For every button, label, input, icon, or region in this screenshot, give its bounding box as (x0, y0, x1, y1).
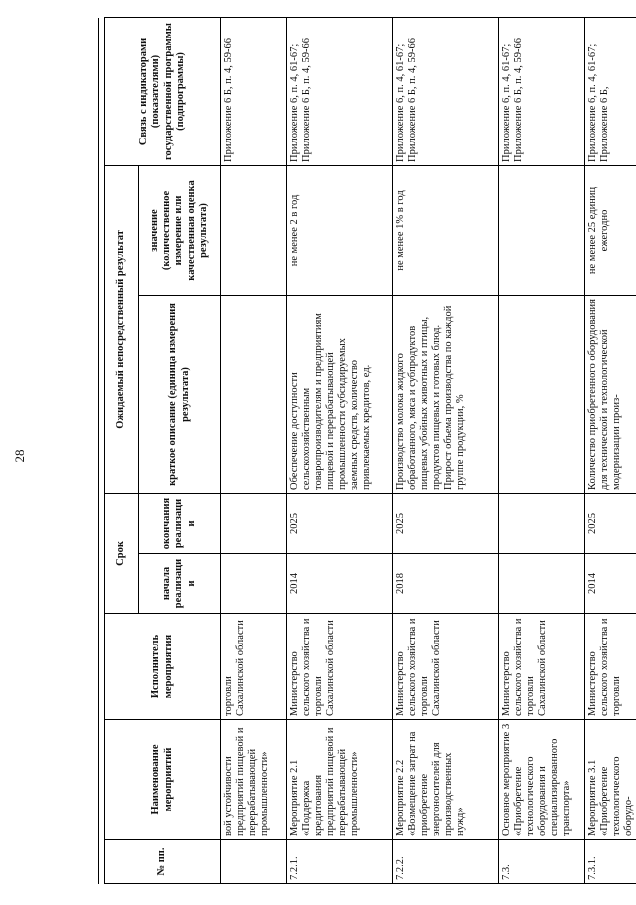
header-name: Наименование мероприятий (105, 720, 221, 840)
row-end (221, 493, 287, 553)
row-num: 7.3.1. (585, 840, 636, 884)
row-value: не менее 2 в год (287, 165, 393, 295)
header-end: окончания реализации (139, 493, 221, 553)
row-indicator-link: Приложение 6, п. 4, 61-67; Приложение 6 Б, п. 4, 59-66 (287, 17, 393, 165)
row-description (221, 295, 287, 493)
table-row (393, 17, 499, 883)
row-executor: Министерство сельского хозяйства и торговли Сахалинской области (393, 614, 499, 720)
row-end: 2025 (393, 493, 499, 553)
row-executor: Министерство сельского хозяйства и торговли (585, 614, 636, 720)
row-indicator-link: Приложение 6, п. 4, 61-67; Приложение 6 Б, п. 4, 59-66 (499, 17, 585, 165)
row-num: 7.2.1. (287, 840, 393, 884)
header-term: Срок (105, 493, 139, 613)
row-start (221, 554, 287, 614)
table-row (221, 17, 287, 883)
row-num: 7.3. (499, 840, 585, 884)
header-num: № пп. (105, 840, 221, 884)
row-value: не менее 1% в год (393, 165, 499, 295)
table-row (585, 17, 636, 883)
row-end (499, 493, 585, 553)
row-indicator-link: Приложение 6, п. 4, 61-67; Приложение 6 Б, п. 4, 59-66 (393, 17, 499, 165)
header-short-description: краткое описание (единица измерения результата) (139, 295, 221, 493)
row-indicator-link: Приложение 6, п. 4, 61-67; Приложение 6 Б, (585, 17, 636, 165)
header-executor: Исполнитель мероприятия (105, 614, 221, 720)
row-num: 7.2.2. (393, 840, 499, 884)
header-indicator-link: Связь с индикаторами (показателями) государственной программы (подпрограммы) (105, 17, 221, 165)
page-number: 28 (12, 449, 27, 463)
row-description: Обеспечение доступности сельскохозяйственным товаропроизводителям и предприятиям пищевой и перерабатывающей промышленности субсидируемых заемных средств, количество привлекаемых кредитов, ед. (287, 295, 393, 493)
row-num (221, 840, 287, 884)
rotated-table-container (104, 18, 635, 884)
row-value (221, 165, 287, 295)
row-name: Мероприятие 2.2 «Возмещение затрат на приобретение энергоносителей для производственных нужд» (393, 720, 499, 840)
row-value (499, 165, 585, 295)
row-indicator-link: Приложение 6 Б, п. 4, 59-66 (221, 17, 287, 165)
row-name: Мероприятие 3.1 «Приобретение технологического оборудо- (585, 720, 636, 840)
row-start: 2014 (287, 554, 393, 614)
row-name: вой устойчивости предприятий пищевой и перерабатывающей промышленности» (221, 720, 287, 840)
header-top-rule (98, 18, 99, 884)
row-executor: Министерство сельского хозяйства и торговли Сахалинской области (499, 614, 585, 720)
row-description: Производство молока жидкого обработанного, мяса и субпродуктов пищевых убойных животных и птицы, продуктов пищевых и готовых блюд. Прирост объема производства по каждой группе продукции, % (393, 295, 499, 493)
header-start: начала реализации (139, 554, 221, 614)
row-name: Основное мероприятие 3 «Приобретение технологического оборудования и специализированного транспорта» (499, 720, 585, 840)
row-executor: Министерство сельского хозяйства и торговли Сахалинской области (287, 614, 393, 720)
row-start: 2018 (393, 554, 499, 614)
table-row (499, 17, 585, 883)
row-executor: торговли Сахалинской области (221, 614, 287, 720)
header-row-top (105, 17, 139, 883)
row-description: Количество приобретенного оборудования для технической и технологической модернизации произ- (585, 295, 636, 493)
row-end: 2025 (287, 493, 393, 553)
table-row (287, 17, 393, 883)
measures-table (104, 17, 636, 884)
row-end: 2025 (585, 493, 636, 553)
header-expected-result: Ожидаемый непосредственный результат (105, 165, 139, 493)
row-name: Мероприятие 2.1 «Поддержка кредитования предприятий пищевой и перерабатывающей промышленности» (287, 720, 393, 840)
row-start: 2014 (585, 554, 636, 614)
row-value: не менее 25 единиц ежегодно (585, 165, 636, 295)
row-description (499, 295, 585, 493)
row-start (499, 554, 585, 614)
header-value: значение (количественное измерение или качественная оценка результата) (139, 165, 221, 295)
